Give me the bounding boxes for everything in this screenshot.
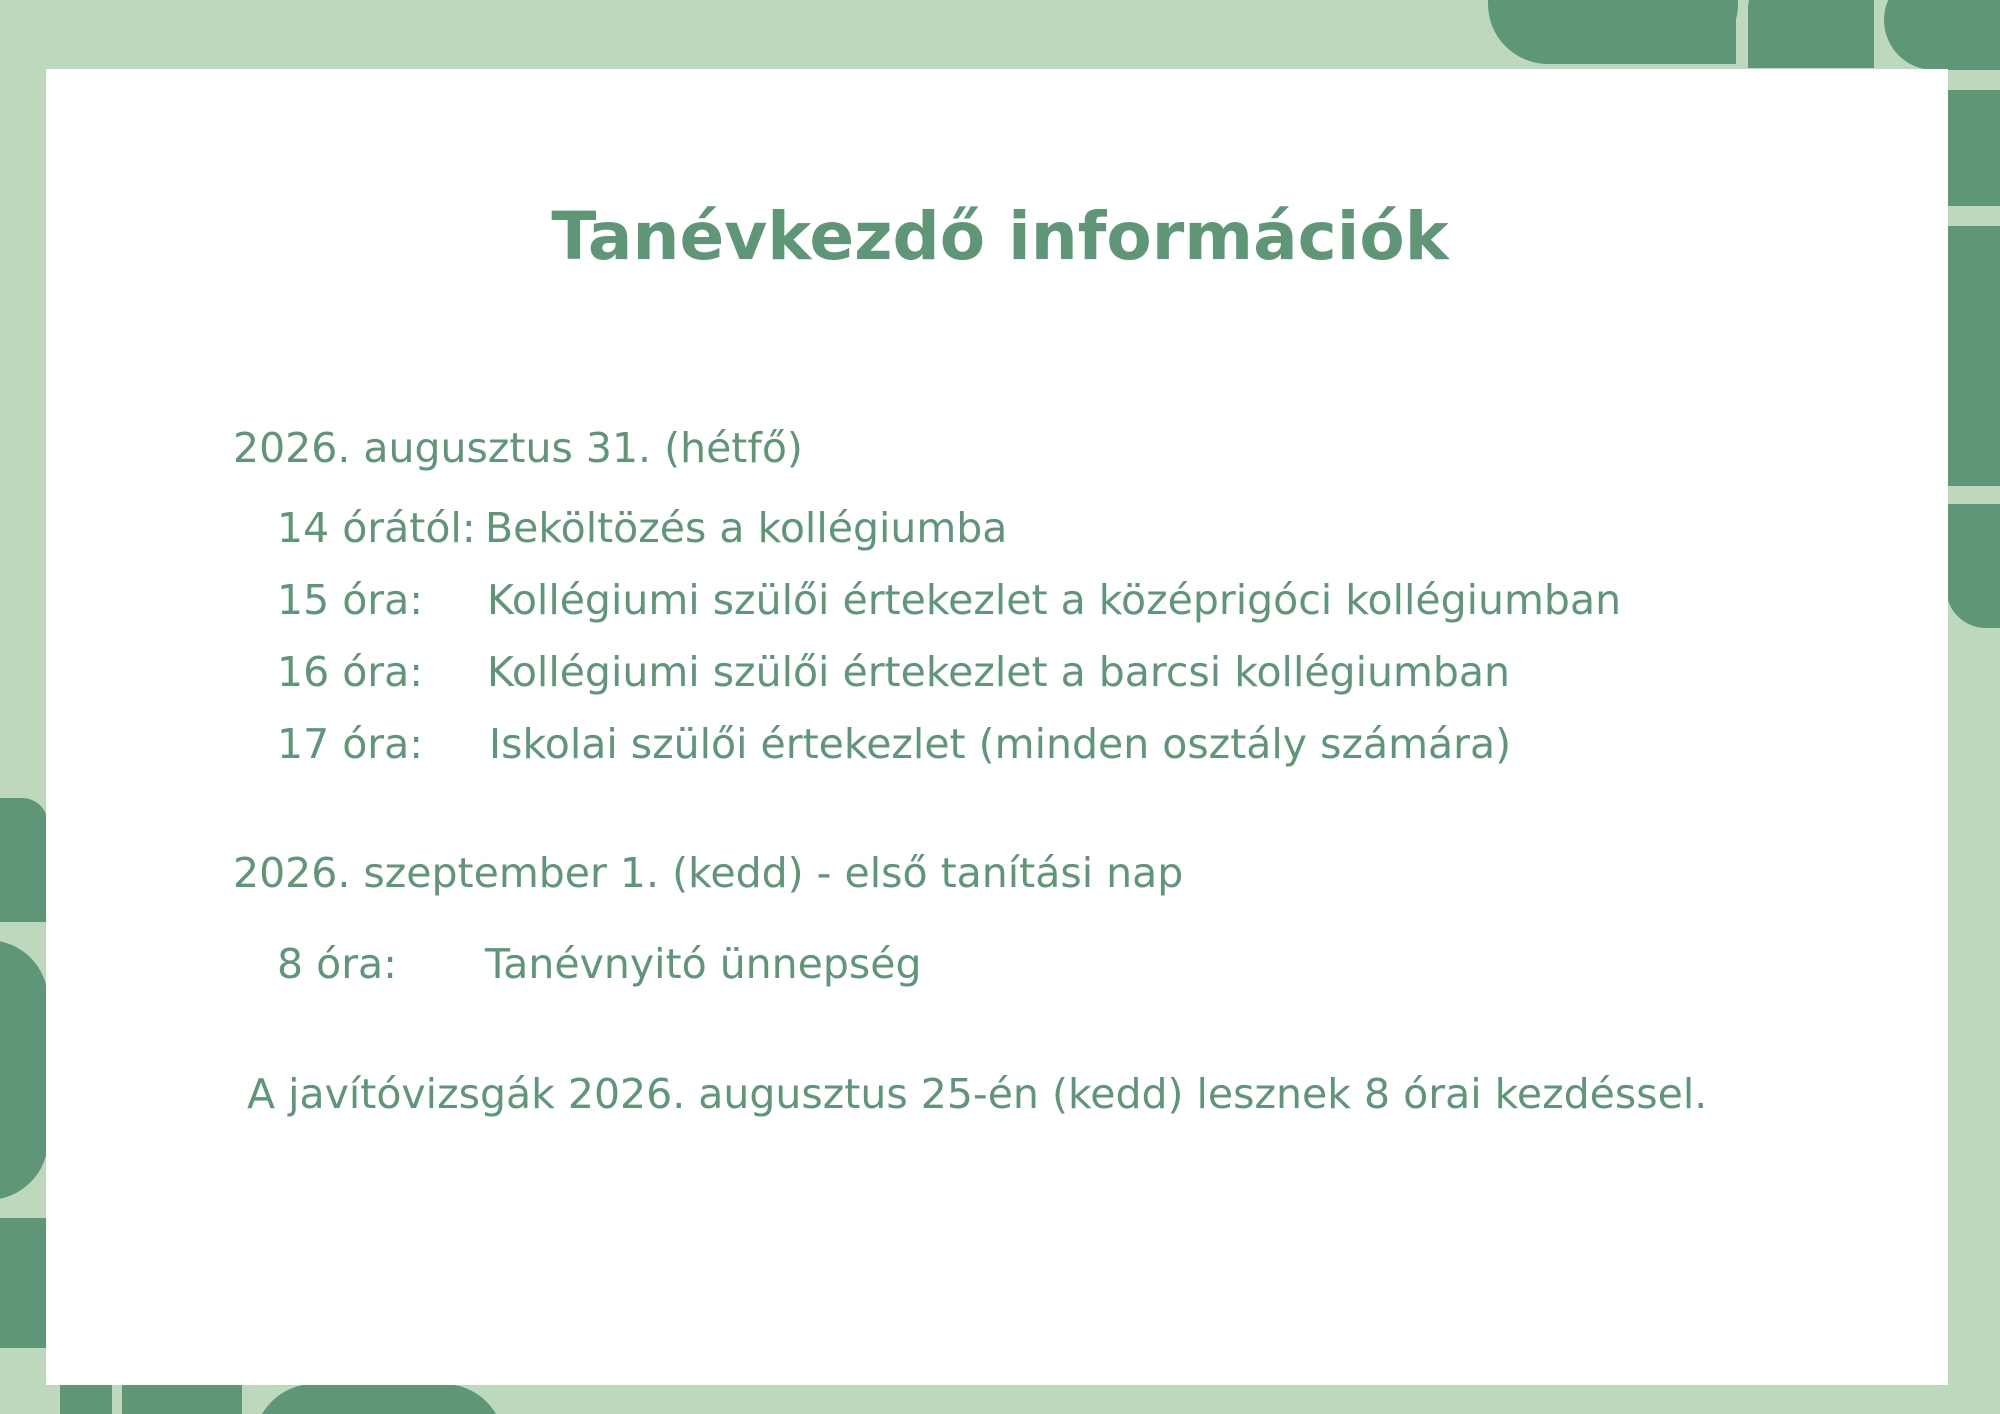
- schedule-time: 8 óra:: [277, 940, 397, 988]
- decor-shape: [122, 1384, 242, 1414]
- schedule-text: Kollégiumi szülői értekezlet a középrigóci kollégiumban: [487, 576, 1622, 624]
- exam-note: A javítóvizsgák 2026. augusztus 25-én (kedd) lesznek 8 órai kezdéssel.: [247, 1070, 1708, 1118]
- schedule-text: Tanévnyitó ünnepség: [485, 940, 922, 988]
- decor-shape: [1748, 0, 1874, 68]
- decor-shape: [0, 1218, 48, 1348]
- schedule-time: 15 óra:: [277, 576, 424, 624]
- page-title: Tanévkezdő információk: [551, 198, 1449, 275]
- decor-shape: [1616, 0, 1736, 64]
- decor-shape: [1884, 0, 2000, 70]
- decor-shape: [1946, 90, 2000, 206]
- schedule-text: Iskolai szülői értekezlet (minden osztály számára): [489, 720, 1512, 768]
- decor-shape: [0, 798, 48, 922]
- schedule-text: Beköltözés a kollégiumba: [485, 504, 1008, 552]
- schedule-time: 16 óra:: [277, 648, 424, 696]
- schedule-time: 14 órától:: [277, 504, 476, 552]
- decor-shape: [254, 1384, 504, 1414]
- day2-heading: 2026. szeptember 1. (kedd) - első tanítási nap: [233, 849, 1184, 897]
- decor-shape: [1946, 504, 2000, 628]
- decor-shape: [60, 1384, 112, 1414]
- schedule-text: Kollégiumi szülői értekezlet a barcsi kollégiumban: [487, 648, 1511, 696]
- schedule-time: 17 óra:: [277, 720, 424, 768]
- day1-heading: 2026. augusztus 31. (hétfő): [233, 424, 803, 472]
- decor-shape: [0, 940, 48, 1200]
